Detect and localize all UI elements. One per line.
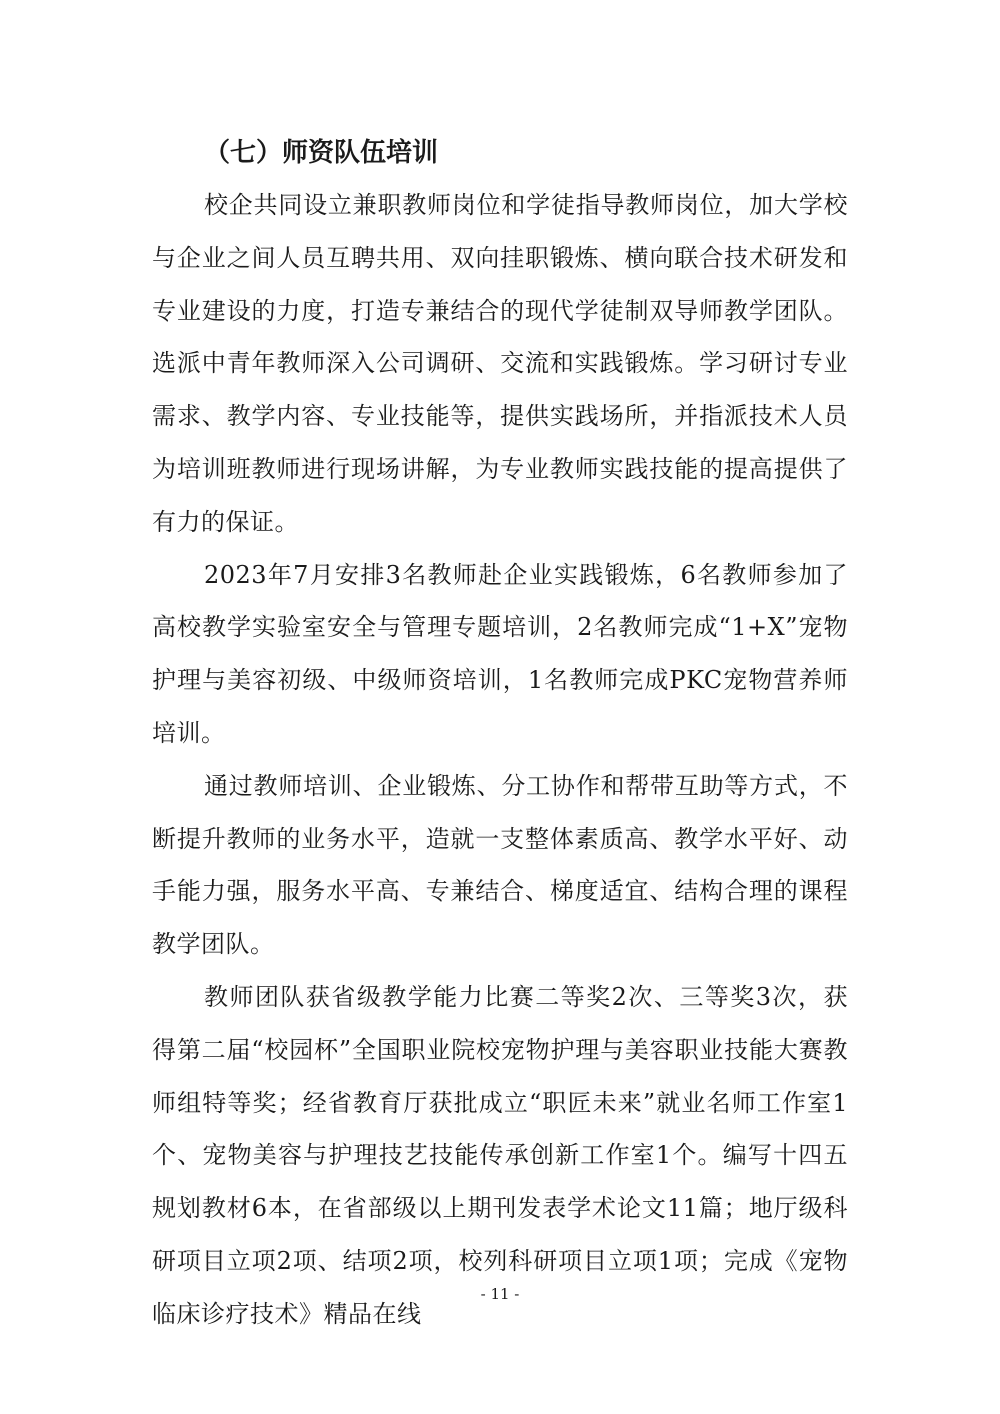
- paragraph-team-building: 通过教师培训、企业锻炼、分工协作和帮带互助等方式，不断提升教师的业务水平，造就一支整体素质高、教学水平好、动手能力强，服务水平高、专兼结合、梯度适宜、结构合理的课程教学团队。: [152, 771, 848, 959]
- paragraph-school-enterprise-positions: 校企共同设立兼职教师岗位和学徒指导教师岗位，加大学校与企业之间人员互聘共用、双向挂职锻炼、横向联合技术研发和专业建设的力度，打造专兼结合的现代学徒制双导师教学团队。选派中青年教师深入公司调研、交流和实践锻炼。学习研讨专业需求、教学内容、专业技能等，提供实践场所，并指派技术人员为培训班教师进行现场讲解，为专业教师实践技能的提高提供了有力的保证。: [152, 191, 848, 536]
- section-heading: （七）师资队伍培训: [204, 138, 439, 168]
- document-body: [152, 127, 848, 1341]
- paragraph-team-awards: 教师团队获省级教学能力比赛二等奖2次、三等奖3次，获得第二届“校园杯”全国职业院校宠物护理与美容职业技能大赛教师组特等奖；经省教育厅获批成立“职匠未来”就业名师工作室1个、宠物美容与护理技艺技能传承创新工作室1个。编写十四五规划教材6本，在省部级以上期刊发表学术论文11篇；地厅级科研项目立项2项、结项2项，校列科研项目立项1项；完成《宠物临床诊疗技术》精品在线: [152, 982, 848, 1328]
- page-number: - 11 -: [480, 1285, 520, 1303]
- paragraph-2023-training: 2023年7月安排3名教师赴企业实践锻炼，6名教师参加了高校教学实验室安全与管理专题培训，2名教师完成“1+X”宠物护理与美容初级、中级师资培训，1名教师完成PKC宠物营养师培训。: [152, 560, 848, 747]
